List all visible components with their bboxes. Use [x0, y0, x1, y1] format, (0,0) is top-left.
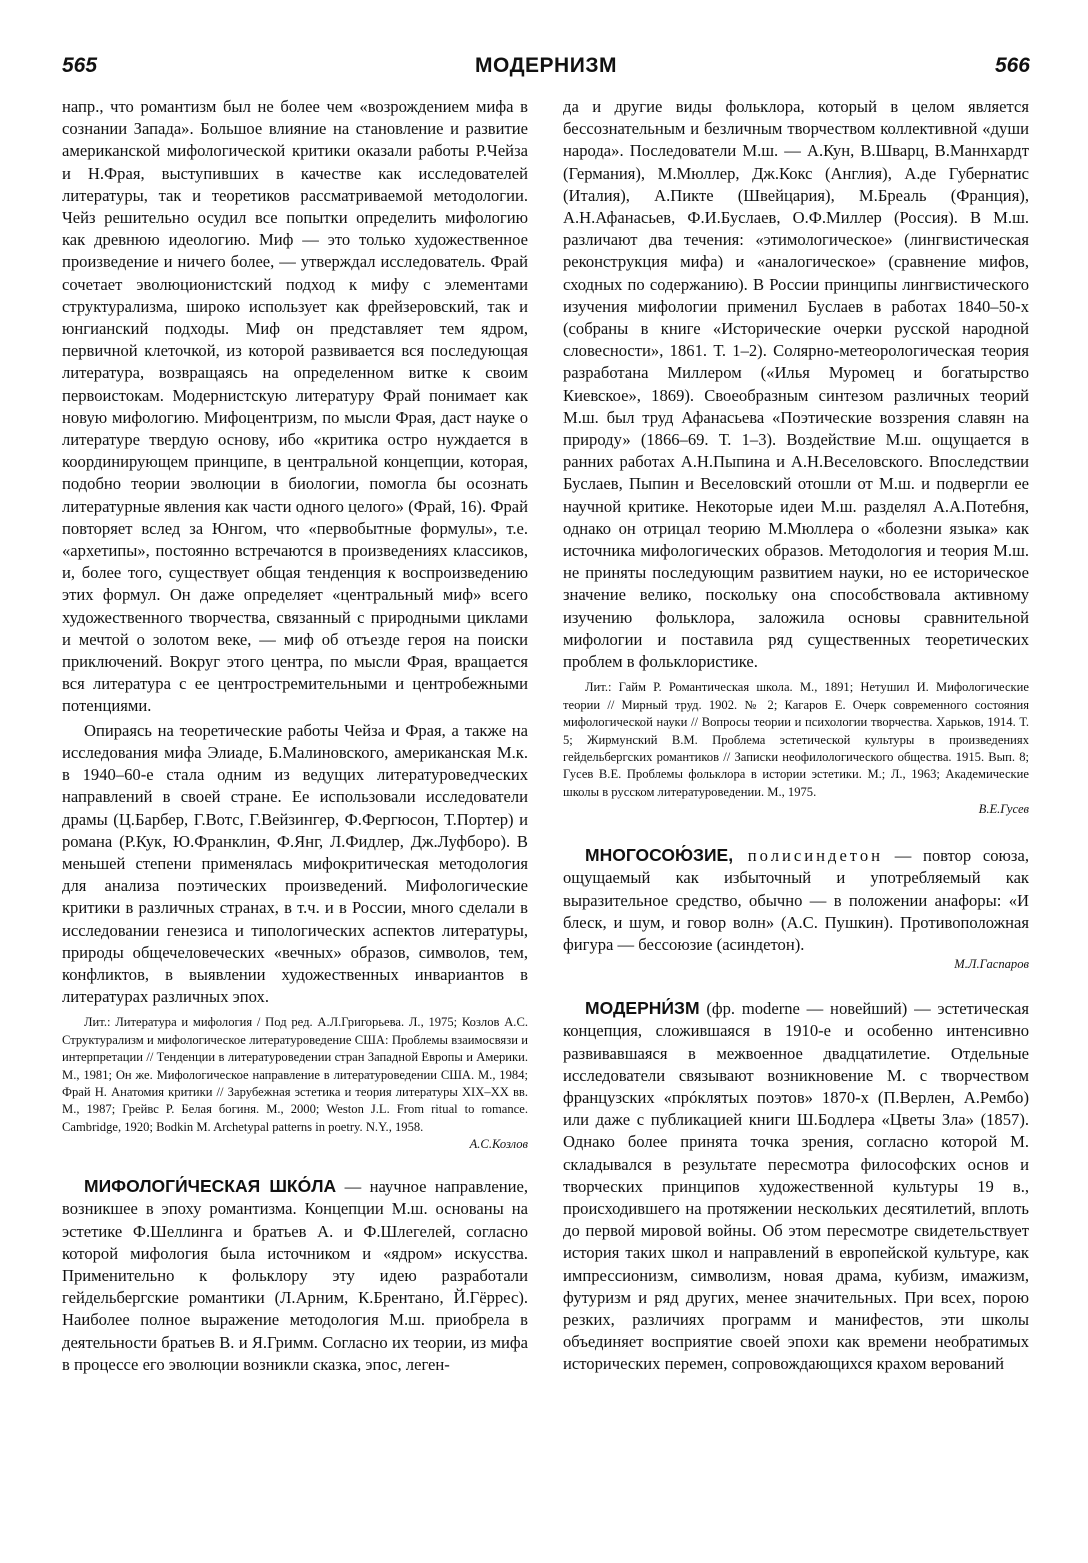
dictionary-entry	[62, 1175, 528, 1376]
page-number-right: 566	[994, 54, 1030, 77]
article-author: М.Л.Гаспаров	[954, 957, 1029, 972]
paragraph: да и другие виды фольклора, который в целом является бессознательным и безличным творчеством коллективной «души народа». Последователи М.ш. — А.Кун, В.Шварц, В.Маннхардт (Германия), М.Мюллер, Дж.Кокс (Англия), А.де Губернатис (Италия), А.Пикте (Швейцария), М.Бреаль (Франция), А.Н.Афанасьев, Ф.И.Буслаев, О.Ф.Миллер (Россия). В М.ш. различают два течения: «этимологическое» (лингвистическая реконструкция мифа) и «аналогическое» (сравнение мифов, сходных по содержанию). В России принципы лингвистического изучения мифологии применил Буслаев в работах 1840–50-х (собраны в книге «Исторические очерки русской народной словесности», 1861. Т. 1–2). Солярно-метеорологическая теория разработана Миллером («Илья Муромец и богатырство Киевское», 1869). Своеобразным синтезом различных теорий М.ш. был труд Афанасьева «Поэтические воззрения славян на природу» (1866–69. Т. 1–3). Воздействие М.ш. ощущается в ранних работах А.Н.Пыпина и А.Н.Веселовского. Впоследствии Буслаев, Пыпин и Веселовский отошли от М.ш. и подвергли ее научной критике. Некоторые идеи М.ш. разделял А.А.Потебня, однако он отрицал теорию М.Мюллера о «болезни языка» как источника мифологических образов. Методология и теория М.ш. не приняты последующим развитием науки, но ее историческое значение велико, поскольку она способствовала активному изучению фольклора, заложила основы сравнительной мифологии и поставила ряд существенных теоретических проблем в фольклористике.	[563, 97, 1029, 672]
paragraph: Опираясь на теоретические работы Чейза и Фрая, а также на исследования мифа Элиаде, Б.Малиновского, американская М.к. в 1940–60-е стала одним из ведущих литературоведческих направлений в своей стране. Ее использовали исследователи драмы (Ц.Барбер, Г.Вотс, Г.Вейзингер, Ф.Фергюсон, Т.Портер) и романа (Р.Кук, Ю.Франклин, Ф.Янг, Л.Фидлер, Дж.Луфборо). В меньшей степени применялась мифокритическая методология для анализа поэтических произведений. Мифологические критики в различных странах, в т.ч. и в России, много сделали в исследовании генезиса и типологических аспектов литературы, природы общечеловеческих «вечных» образов, символов, тем, конфликтов, в выявлении художественных инвариантов в литературах различных эпох.	[62, 720, 528, 1007]
entry-headword: МОДЕРНИ́ЗМ	[585, 998, 700, 1019]
article-author: В.Е.Гусев	[978, 802, 1029, 817]
literature-list: Лит.: Гайм Р. Романтическая школа. М., 1891; Нетушил И. Мифологические теории // Мирный труд. 1902. № 2; Кагаров Е. Очерк современного состояния мифологической науки // Вопросы теории и психологии творчества. Харьков, 1914. Т. 5; Жирмунский В.М. Проблема эстетической культуры в произведениях гейдельбергских романтиков // Записки неофилологического общества. 1915. Вып. 8; Гусев В.Е. Проблемы фольклора в истории эстетики. М.; Л., 1963; Академические школы в русском литературоведении. М., 1975.	[563, 680, 1029, 799]
entry-headword: МНОГОСОЮ́ЗИЕ,	[585, 845, 734, 866]
article-author: А.С.Козлов	[469, 1137, 528, 1152]
dictionary-entry	[563, 997, 1029, 1375]
dictionary-entry	[563, 844, 1029, 956]
right-column	[563, 96, 1029, 1376]
left-column	[62, 96, 528, 1376]
entry-term: полисиндетон	[733, 846, 884, 866]
entry-text: (фр. moderne — новейший) — эстетическая концепция, сложившаяся в 1910-е и особенно интенсивно развивавшаяся в межвоенное двадцатилетие. Отдельные исследователи связывают возникновение М. с творчеством французских «прóклятых поэтов» 1870-х (П.Верлен, А.Рембо) или даже с публикацией книги Ш.Бодлера «Цветы Зла» (1857). Однако более принята точка зрения, согласно которой М. складывался в результате пересмотра философских основ и творческих принципов художественной культуры 19 в., происходившего на протяжении нескольких десятилетий, вплоть до первой мировой войны. Об этом пересмотре свидетельствует история таких школ и направлений в европейской культуре, как импрессионизм, символизм, новая драма, кубизм, имажизм, футуризм и ряд других, менее значительных. При всех, порою резких, различиях программ и манифестов, эти школы объединяет восприятие своей эпохи как времени необратимых исторических перемен, сопровождающихся крахом верований	[563, 999, 1029, 1374]
page-number-left: 565	[62, 54, 98, 77]
page-header	[62, 54, 1030, 90]
paragraph: напр., что романтизм был не более чем «возрождением мифа в сознании Запада». Большое влияние на становление и развитие американской мифологической критики оказали работы Р.Чейза и Н.Фрая, выступивших в качестве как исследователей литературы, так и теоретиков рассматриваемой методологии. Чейз решительно осудил все попытки определить мифологию как древнюю идеологию. Миф — это только художественное произведение и ничего более, — утверждал исследователь. Фрай сочетает эволюционистский подход к мифу с элементами структурализма, широко использует как фрейзеровский, так и юнгианский подходы. Миф он представляет тем ядром, первичной клеточкой, из которой развивается вся последующая литература, возвращаясь на определенном витке к своим первоистокам. Модернистскую литературу Фрай понимает как новую мифологию. Мифоцентризм, по мысли Фрая, даст науке о литературе твердую основу, ибо «критика остро нуждается в координирующем принципе, в центральной концепции, которая, подобно теории эволюции в биологии, помогла бы осознать литературные явления как части одного целого» (Фрай, 16). Фрай повторяет вслед за Юнгом, что «первобытные формулы», т.е. «архетипы», постоянно встречаются в произведениях классиков, и, более того, существует общая тенденция к воспроизведению этих формул. Он даже определяет «центральный миф» всего художественного творчества, связанный с природными циклами и мечтой о золотом веке, — миф об отъезде героя на поиски приключений. Вокруг этого центра, по мысли Фрая, вращается вся литература с ее центростремительными и центробежными потенциями.	[62, 97, 528, 716]
entry-text: — повтор союза, ощущаемый как избыточный и употребляемый как выразительное средство, обычно — в положении анафоры: «И блеск, и шум, и говор волн» (А.С. Пушкин). Противоположная фигура — бессоюзие (асиндетон).	[563, 846, 1029, 954]
running-title: МОДЕРНИЗМ	[475, 54, 617, 77]
entry-headword: МИФОЛОГИ́ЧЕСКАЯ ШКО́ЛА	[84, 1176, 337, 1197]
entry-text: — научное направление, возникшее в эпоху романтизма. Концепции М.ш. основаны на эстетике Ф.Шеллинга и братьев А. и Ф.Шлегелей, согласно которой мифология была источником и «ядром» искусства. Применительно к фольклору эту идею разработали гейдельбергские романтики (Л.Арним, К.Брентано, Й.Гёррес). Наиболее полное выражение методология М.ш. приобрела в деятельности братьев В. и Я.Гримм. Согласно их теории, из мифа в процессе его эволюции возникли сказка, эпос, леген-	[62, 1177, 528, 1374]
literature-list: Лит.: Литература и мифология / Под ред. А.Л.Григорьева. Л., 1975; Козлов А.С. Структурализм и мифологическое литературоведение США: Проблемы взаимосвязи и интерпретации // Тенденции в литературоведении стран Западной Европы и Америки. М., 1981; Он же. Мифологическое направление в литературоведении США. М., 1984; Фрай Н. Анатомия критики // Зарубежная эстетика и теория литературы XIX–XX вв. М., 1987; Грейвс Р. Белая богиня. М., 2000; Weston J.L. From ritual to romance. Cambridge, 1920; Bodkin M. Archetypal patterns in poetry. N.Y., 1958.	[62, 1015, 528, 1134]
